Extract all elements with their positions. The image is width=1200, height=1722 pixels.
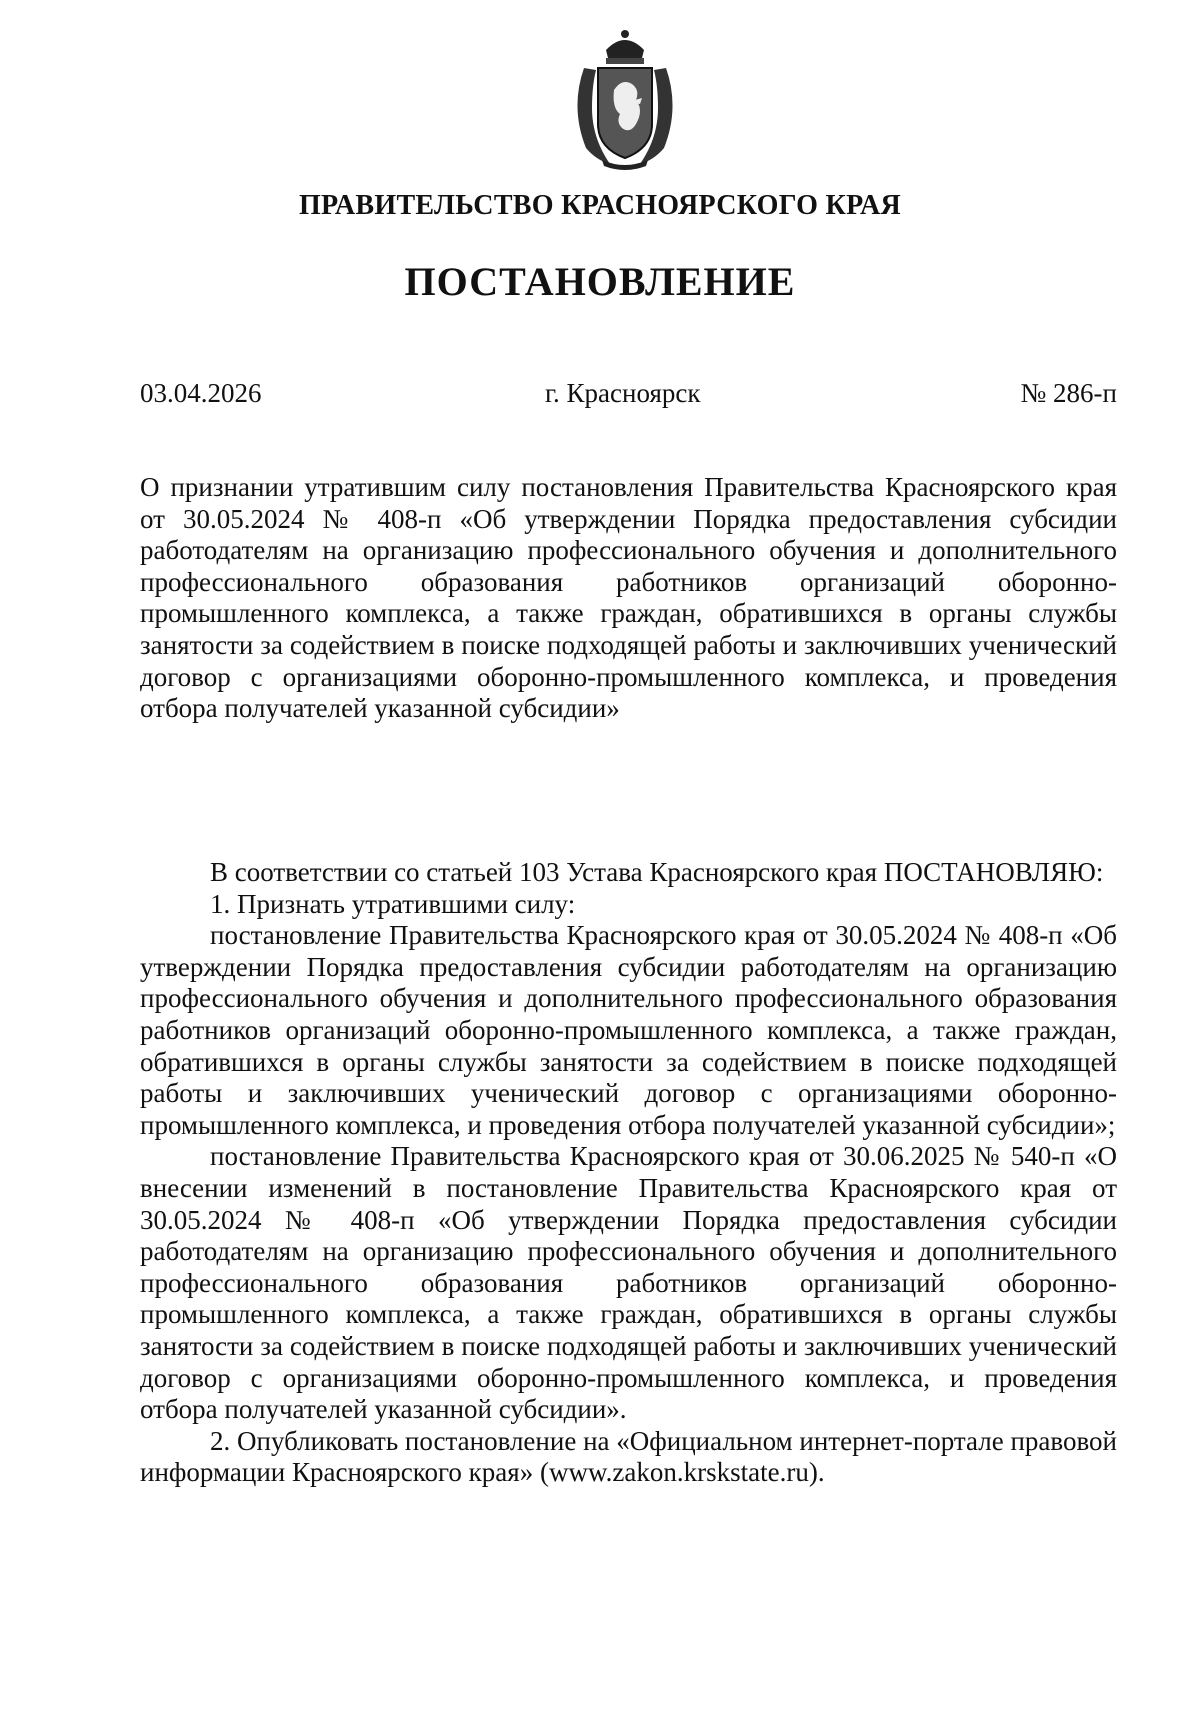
document-type-title: ПОСТАНОВЛЕНИЕ <box>404 259 796 304</box>
government-name: ПРАВИТЕЛЬСТВО КРАСНОЯРСКОГО КРАЯ <box>298 190 902 221</box>
krasnoyarsk-coat-of-arms-icon <box>566 28 684 170</box>
subject-text: О признании утратившим силу постановления Правительства Красноярского края от 30.05.2024 № 408-п «Об утверждении Порядка предоставления субсидии работодателям на организацию профессионального обучения и дополнительного профессионального образования работников организаций оборонно-промышленного комплекса, а также граждан, обратившихся в органы службы занятости за содействием в поиске подходящей работы и заключивших ученический договор с организациями оборонно-промышленного комплекса, и проведения отбора получателей указанной субсидии» <box>140 472 1117 724</box>
document-subject <box>140 472 1117 725</box>
repealed-act-2: постановление Правительства Красноярского края от 30.06.2025 № 540-п «О внесении изменений в постановление Правительства Красноярского края от 30.05.2024 № 408-п «Об утверждении Порядка предоставления субсидии работодателям на организацию профессионального обучения и дополнительного профессионального образования работников организаций оборонно-промышленного комплекса, а также граждан, обратившихся в органы службы занятости за содействием в поиске подходящей работы и заключивших ученический договор с организациями оборонно-промышленного комплекса, и проведения отбора получателей указанной субсидии». <box>140 1141 1117 1425</box>
document-body <box>140 857 1117 1489</box>
document-city: г. Красноярск <box>545 378 701 408</box>
document-number: № 286-п <box>1020 378 1117 408</box>
item-1: 1. Признать утратившими силу: <box>210 888 576 919</box>
preamble: В соответствии со статьей 103 Устава Красноярского края ПОСТАНОВЛЯЮ: <box>210 857 1104 887</box>
document-date: 03.04.2026 <box>140 378 262 408</box>
item-2: 2. Опубликовать постановление на «Официальном интернет-портале правовой информации Красноярского края» (www.zakon.krskstate.ru). <box>140 1425 1117 1488</box>
repealed-act-1: постановление Правительства Красноярского края от 30.05.2024 № 408-п «Об утверждении Порядка предоставления субсидии работодателям на организацию профессионального обучения и дополнительного профессионального образования работников организаций оборонно-промышленного комплекса, а также граждан, обратившихся в органы службы занятости за содействием в поиске подходящей работы и заключивших ученический договор с организациями оборонно-промышленного комплекса, и проведения отбора получателей указанной субсидии»; <box>140 920 1117 1140</box>
